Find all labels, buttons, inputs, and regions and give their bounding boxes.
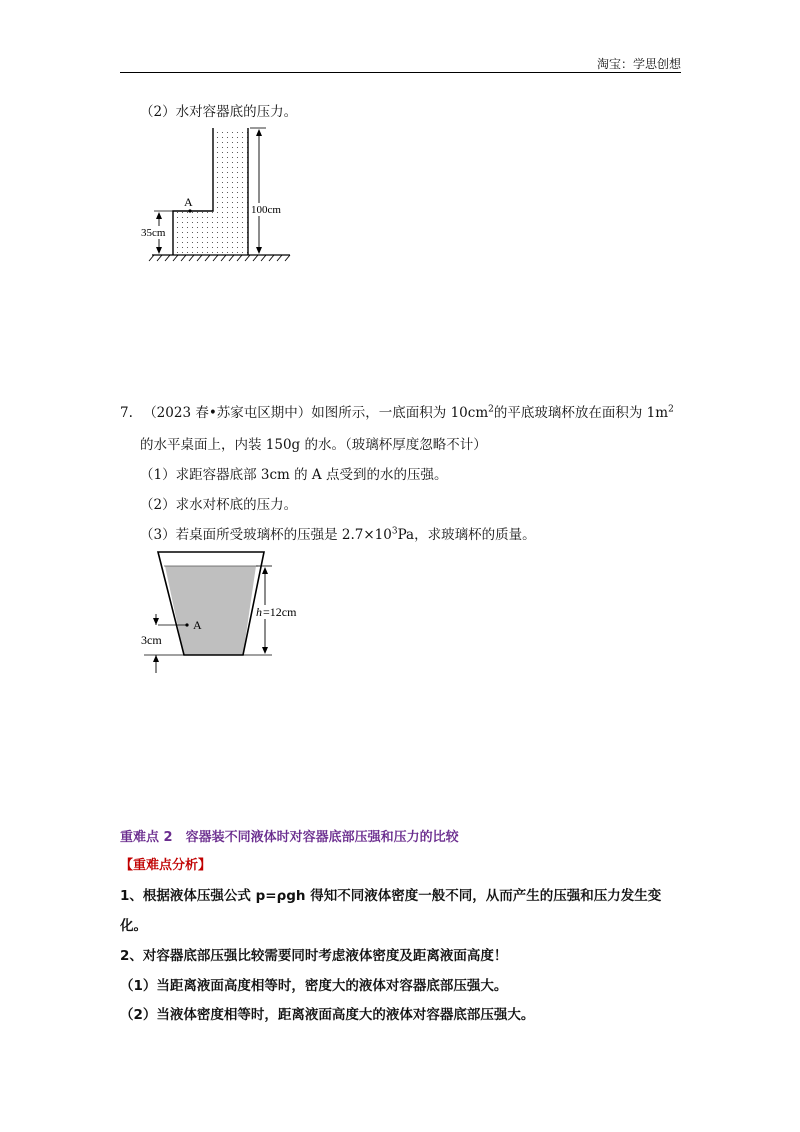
para-1-line2: 化。 [120,918,147,934]
figure-glass-cup [138,548,318,676]
q6-part2: （2）水对容器底的压力。 [140,104,298,120]
q7-line1-b: 的平底玻璃杯放在面积为 1m [493,405,669,421]
para-2: 2、对容器底部压强比较需要同时考虑液体密度及距离液面高度！ [120,948,508,964]
analysis-title: 【重难点分析】 [120,858,212,873]
q7-sub3-sup: 3 [391,526,398,537]
section-title: 重难点 2 容器装不同液体时对容器底部压强和压力的比较 [120,830,459,845]
para-2-2: （2）当液体密度相等时，距离液面高度大的液体对容器底部压强大。 [120,1007,535,1023]
q7-sub3 [140,523,536,543]
q7-sub3-b: Pa，求玻璃杯的质量。 [397,527,536,543]
para-2-1: （1）当距离液面高度相等时，密度大的液体对容器底部压强大。 [120,978,508,994]
figure-l-container [140,125,300,270]
label-point-a: A [193,618,202,632]
q7-sup1: 2 [488,404,494,415]
q7-number: 7. [120,405,133,421]
ground-hatch [149,255,290,261]
q7-line2: 的水平桌面上，内装 150g 的水。（玻璃杯厚度忽略不计） [140,437,487,453]
q7-line1-a: （2023 春•苏家屯区期中）如图所示，一底面积为 10cm [143,405,489,421]
q7-sub3-a: （3）若桌面所受玻璃杯的压强是 2.7×10 [140,527,392,543]
water-fill [173,128,248,255]
q7-sub1: （1）求距容器底部 3cm 的 A 点受到的水的压强。 [140,467,448,483]
label-35cm: 35cm [141,227,166,239]
header-text: 淘宝：学思创想 [596,57,681,71]
para-1-line1: 1、根据液体压强公式 p=ρgh 得知不同液体密度一般不同，从而产生的压强和压力发生变 [120,888,662,904]
page-header [120,55,681,73]
label-3cm: 3cm [141,633,162,647]
label-h-value: =12cm [263,605,297,619]
label-point-a: A [184,195,193,209]
water-fill [165,566,256,655]
label-100cm: 100cm [251,204,281,216]
q7-line1 [120,401,674,421]
q7-sub2: （2）求水对杯底的压力。 [140,497,298,513]
q7-sup2: 2 [668,404,674,415]
label-h-italic: h [256,605,262,619]
